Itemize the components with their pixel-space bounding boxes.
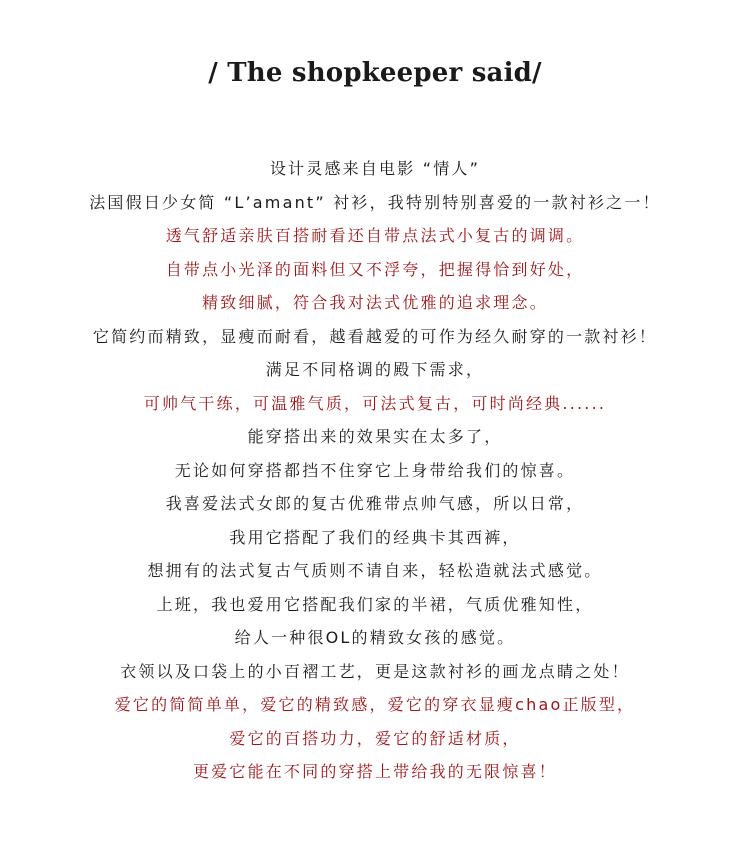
text-line: 给人一种很OL的精致女孩的感觉。: [234, 628, 516, 647]
text-line: 透气舒适亲肤百搭耐看还自带点法式小复古的调调。: [165, 226, 585, 245]
page-title: / The shopkeeper said/: [208, 58, 542, 88]
text-line: 满足不同格调的殿下需求，: [265, 360, 485, 379]
text-line: 爱它的简简单单，爱它的精致感，爱它的穿衣显瘦chao正版型，: [114, 695, 636, 714]
text-line: 法国假日少女简 “L’amant” 衬衫，我特别特别喜爱的一款衬衫之一！: [89, 192, 661, 212]
text-line: 更爱它能在不同的穿搭上带给我的无限惊喜！: [192, 762, 557, 781]
text-line: 无论如何穿搭都挡不住穿它上身带给我们的惊喜。: [174, 460, 576, 480]
text-line: 设计灵感来自电影 “情人”: [269, 159, 481, 178]
text-line: 可帅气干练，可温雅气质，可法式复古，可时尚经典......: [143, 393, 607, 413]
text-line: 想拥有的法式复古气质则不请自来，轻松造就法式感觉。: [147, 561, 603, 580]
text-line: 我用它搭配了我们的经典卡其西裤，: [229, 527, 521, 547]
description-text-block: [0, 152, 750, 789]
text-line: 能穿搭出来的效果实在太多了，: [247, 427, 503, 446]
text-line: 自带点小光泽的面料但又不浮夸，把握得恰到好处，: [165, 259, 585, 279]
text-line: 爱它的百搭功力，爱它的舒适材质，: [229, 728, 521, 748]
text-line: 衣领以及口袋上的小百褶工艺，更是这款衬衫的画龙点睛之处！: [120, 661, 630, 681]
text-line: 精致细腻，符合我对法式优雅的追求理念。: [202, 293, 548, 312]
text-line: 它简约而精致，显瘦而耐看，越看越爱的可作为经久耐穿的一款衬衫！: [92, 326, 658, 346]
text-line: 我喜爱法式女郎的复古优雅带点帅气感，所以日常，: [165, 494, 585, 513]
text-line: 上班，我也爱用它搭配我们家的半裙，气质优雅知性，: [156, 594, 594, 614]
